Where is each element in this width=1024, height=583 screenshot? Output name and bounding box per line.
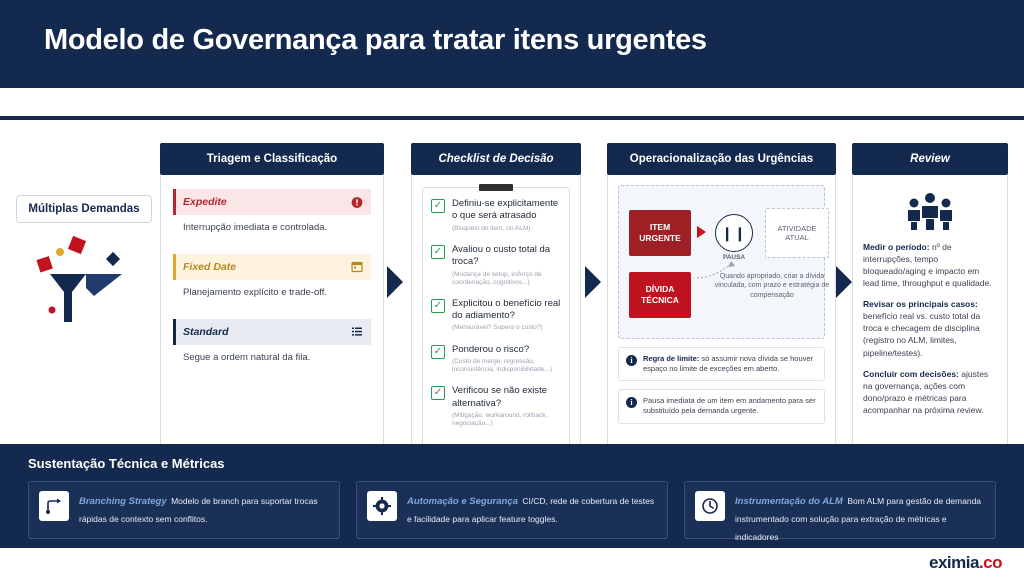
item-urgente-tag: ITEM URGENTE [629, 210, 691, 256]
header-bar [0, 0, 1024, 88]
standard-accent-bar [173, 319, 176, 345]
expedite-label: Expedite [183, 196, 227, 208]
fixed-date-desc: Planejamento explícito e trade-off. [173, 280, 371, 309]
checklist-item-sub: (Mudança de setup, esforço de coordenação, cognitivos...) [452, 270, 542, 286]
band-card-desc: CI/CD, rede de cobertura de testes e facilidade para aplicar feature toggles. [407, 496, 655, 524]
calendar-icon [350, 260, 363, 273]
pause-icon: ❙❙ [715, 214, 753, 252]
check-icon: ✓ [431, 386, 445, 400]
expedite-desc: Interrupção imediata e controlada. [173, 215, 371, 244]
column-triagem-title: Triagem e Classificação [160, 143, 384, 175]
operation-note-limit [618, 347, 825, 381]
header-divider [0, 116, 1024, 120]
operation-note-pause-text: Pausa imediata de um item em andamento para ser substituído pela demanda urgente. [643, 396, 816, 416]
band-card-title: Branching Strategy [79, 496, 167, 507]
checklist-item-text: Verificou se não existe alternativa? (Mitigação, workaround, rollback, negociação...) [452, 385, 561, 428]
band-card-text-wrap [407, 491, 657, 529]
standard-desc: Segue a ordem natural da fila. [173, 345, 371, 374]
checklist-item-text: Avaliou o custo total da troca? (Mudança de setup, esforço de coordenação, cognitivos...) [452, 244, 561, 287]
checklist-item-sub: (Custo de merge, regressão, inconsistência, indisponibilidade...) [452, 357, 553, 374]
column-checklist-title: Checklist de Decisão [411, 143, 581, 175]
column-operacionalizacao-title: Operacionalização das Urgências [607, 143, 836, 175]
checklist-item [431, 385, 561, 428]
page-title: Modelo de Governança para tratar itens urgentes [44, 24, 707, 56]
check-icon: ✓ [431, 299, 445, 313]
checklist-item [431, 344, 561, 375]
column-operacionalizacao [607, 143, 836, 463]
column-review-title: Review [852, 143, 1008, 175]
band-card-text-wrap [79, 491, 329, 529]
band-card-desc: Modelo de branch para suportar trocas rápidas de contexto sem conflitos. [79, 496, 318, 524]
gear-icon [367, 491, 397, 521]
multiple-demands-label: Múltiplas Demandas [16, 195, 152, 223]
triage-item-expedite [173, 189, 371, 244]
checklist-item-sub: (Mensurável? Supera o custo?) [452, 324, 543, 332]
operation-note-pause [618, 389, 825, 423]
demands-graphic [36, 236, 136, 328]
review-paragraph: Medir o período: nº de interrupções, tempo bloqueado/aging e impacto em lead time, throughput e qualidade. [863, 242, 992, 289]
checklist-item-text: Explicitou o benefício real do adiamento? (Mensurável? Supera o custo?) [452, 297, 561, 332]
band-card-branching [28, 481, 340, 539]
pause-label: PAUSA [722, 254, 746, 261]
flow-arrow-2-icon [585, 266, 601, 298]
column-triagem [160, 143, 384, 463]
band-title: Sustentação Técnica e Métricas [28, 456, 225, 471]
list-icon [350, 325, 363, 338]
branch-icon [39, 491, 69, 521]
checklist-item-sub: (Mitigação, workaround, rollback, negociação...) [452, 411, 548, 427]
info-icon: i [626, 355, 637, 366]
brand-suffix: .co [978, 553, 1002, 572]
team-icon [863, 191, 997, 231]
operation-note-limit-text: Regra de limite: só assumir nova dívida se houver espaço no limite de exceções em aberto. [643, 354, 814, 374]
triage-item-standard [173, 319, 371, 374]
checklist-clip-icon [479, 184, 513, 191]
review-paragraph: Concluir com decisões: ajustes na governança, ações com dono/prazo e métricas para acompanhar na próxima review. [863, 368, 989, 415]
checklist-panel [422, 187, 570, 451]
check-icon: ✓ [431, 245, 445, 259]
clock-icon [695, 491, 725, 521]
operation-diagram [618, 185, 830, 339]
atividade-atual-box: ATIVIDADE ATUAL [765, 208, 829, 258]
column-checklist [411, 143, 581, 463]
flow-arrow-3-icon [836, 266, 852, 298]
checklist-item [431, 198, 561, 233]
triage-item-fixed-date [173, 254, 371, 309]
column-review [852, 143, 1008, 463]
check-icon: ✓ [431, 199, 445, 213]
band-card-title: Instrumentação do ALM [735, 496, 843, 507]
alert-icon [350, 196, 363, 209]
brand-name: eximia [929, 553, 979, 572]
checklist-item-sub: (Bloqueio do item, no ALM) [452, 224, 531, 232]
checklist-item [431, 298, 561, 333]
fixed-date-accent-bar [173, 254, 176, 280]
brand-logo [929, 553, 1002, 573]
band-card-alm [684, 481, 996, 542]
check-icon: ✓ [431, 345, 445, 359]
expedite-accent-bar [173, 189, 176, 215]
standard-label: Standard [183, 325, 229, 338]
band-card-title: Automação e Segurança [407, 496, 518, 507]
checklist-item-text: Definiu-se explicitamente o que será atrasado (Bloqueio do item, no ALM) [452, 198, 561, 233]
checklist-item-text: Ponderou o risco? (Custo de merge, regressão, inconsistência, indisponibilidade...) [452, 344, 561, 375]
flow-arrow-1-icon [387, 266, 403, 298]
checklist-item [431, 244, 561, 287]
urgent-arrow-icon [697, 226, 706, 238]
band-card-text-wrap [735, 491, 985, 542]
info-icon: i [626, 397, 637, 408]
band-card-desc: Bom ALM para gestão de demanda instrumentado com solução para extração de métricas e indicadores [735, 496, 982, 542]
divida-note: Quando apropriado, criar a dívida vinculada, com prazo e estratégia de compensação [714, 273, 830, 299]
band-card-automacao [356, 481, 668, 539]
divida-tecnica-tag: DÍVIDA TÉCNICA [629, 272, 691, 318]
review-paragraph: Revisar os principais casos: benefício real vs. custo total da troca e checagem de disciplina (registro no ALM, limites, pipeline/testes). [863, 299, 981, 358]
fixed-date-label: Fixed Date [183, 260, 237, 273]
